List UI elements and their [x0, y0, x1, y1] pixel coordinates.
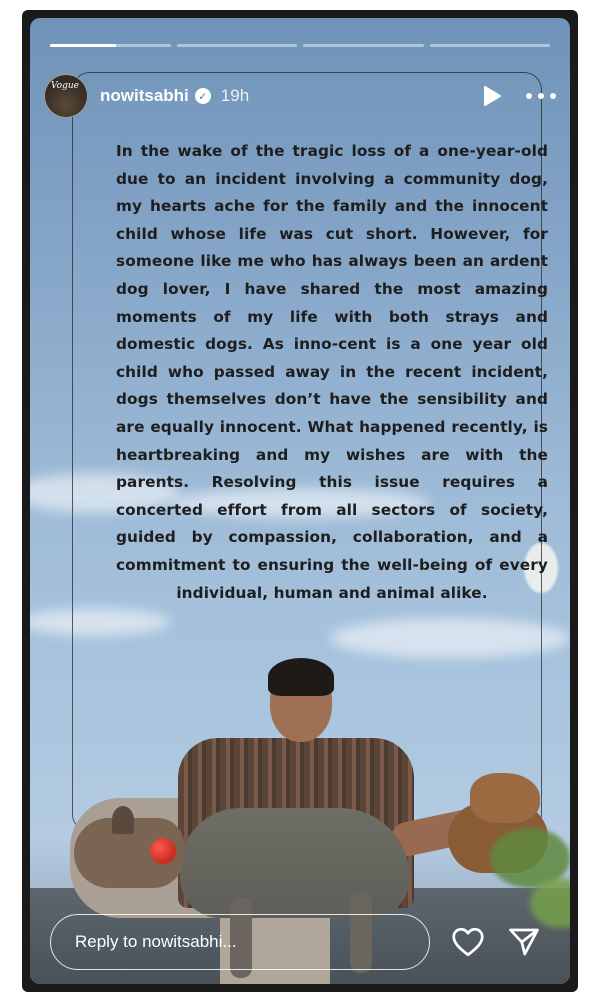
avatar-mark: Vogue: [51, 81, 79, 91]
play-icon[interactable]: [480, 84, 504, 108]
story-header: [44, 72, 556, 120]
more-icon[interactable]: [526, 84, 556, 108]
story-media[interactable]: [30, 18, 570, 984]
letterbox-left: [0, 0, 22, 1000]
statement-text: In the wake of the tragic loss of a one-year-old due to an incident involving a community dog, my hearts ache for the family and the innocent child whose life was cut short. However, for someone like me who has always been an ardent dog lover, I have shared the most amazing moments of my life with both strays and domestic dogs. As inno-cent is a one year old child who passed away in the recent incident, dogs themselves don’t have the sensibility and are equally innocent. What happened recently, is heartbreaking and my wishes are with the parents. Resolving this issue requires a concerted effort from all sectors of society, guided by compassion, collaboration, and a commitment to ensuring the well-being of every individual, human and animal alike.: [116, 142, 548, 602]
letterbox-right: [578, 0, 600, 1000]
progress-segment: [430, 44, 551, 47]
post-time: 19h: [220, 86, 250, 105]
reply-placeholder: Reply to nowitsabhi...: [75, 932, 237, 951]
story-viewer: [22, 10, 578, 992]
progress-fill: [50, 44, 116, 47]
progress-segment: [177, 44, 298, 47]
person-hair: [268, 658, 334, 696]
heart-icon[interactable]: [450, 924, 486, 960]
dog-grey-body: [180, 808, 410, 918]
send-icon[interactable]: [506, 924, 542, 960]
story-progress: [50, 44, 550, 47]
avatar[interactable]: [44, 74, 88, 118]
dog-ear: [112, 806, 134, 834]
progress-segment: [303, 44, 424, 47]
reply-input[interactable]: [50, 914, 430, 970]
verified-badge-icon: ✓: [195, 88, 211, 104]
progress-segment: [50, 44, 171, 47]
username[interactable]: nowitsabhi: [100, 86, 189, 105]
dog-brown-head: [470, 773, 540, 823]
red-ball: [150, 838, 176, 864]
